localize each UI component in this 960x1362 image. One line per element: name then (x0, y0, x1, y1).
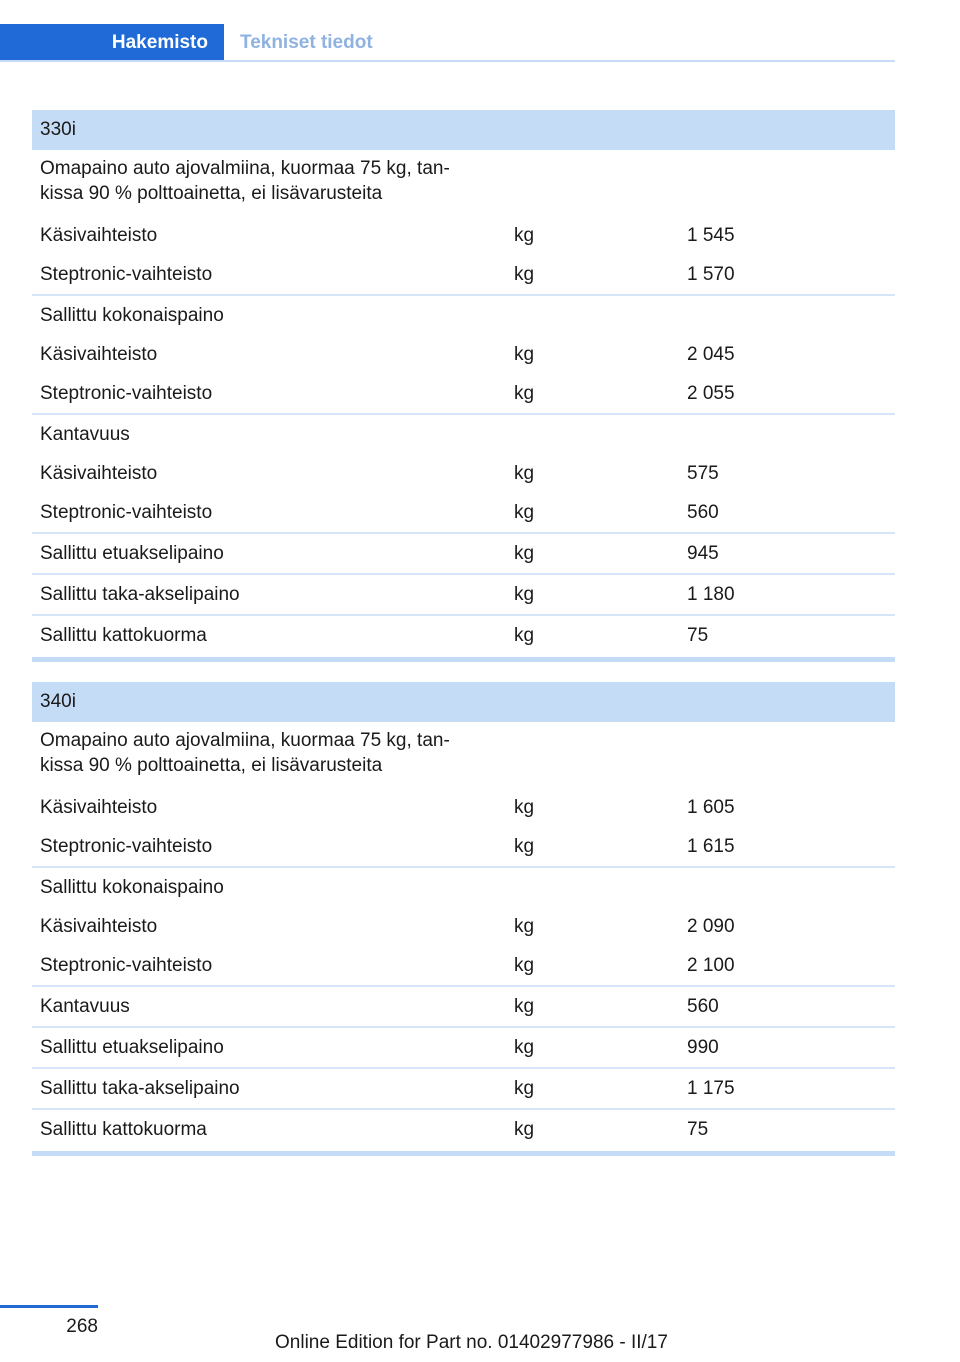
row-label: Omapaino auto ajovalmiina, kuormaa 75 kg, tan-kissa 90 % polttoainetta, ei lisävarusteita (40, 158, 450, 204)
row-label: Sallittu kattokuorma (40, 1118, 207, 1140)
row-unit: kg (514, 835, 535, 857)
table-row (32, 722, 895, 788)
row-label: Steptronic-vaihteisto (40, 382, 213, 404)
row-value: 1 615 (687, 835, 735, 857)
row-value: 1 605 (687, 796, 735, 818)
row-label: Sallittu kokonaispaino (40, 876, 224, 898)
table-row (32, 987, 895, 1028)
row-value: 1 180 (687, 583, 735, 605)
table-row (32, 907, 895, 946)
table-row (32, 868, 895, 907)
row-value: 75 (687, 1118, 709, 1140)
row-unit: kg (514, 462, 535, 484)
table-row (32, 335, 895, 374)
row-value: 75 (687, 624, 709, 646)
row-label: Käsivaihteisto (40, 224, 158, 246)
row-unit: kg (514, 995, 535, 1017)
tab-hakemisto[interactable]: Hakemisto (0, 24, 224, 62)
row-label: Kantavuus (40, 995, 130, 1017)
row-unit: kg (514, 624, 535, 646)
row-unit: kg (514, 343, 535, 365)
table-row (32, 454, 895, 493)
row-value: 2 100 (687, 954, 735, 976)
spec-table-340i (32, 682, 895, 1156)
table-row (32, 1028, 895, 1069)
table-row (32, 575, 895, 616)
table-row (32, 788, 895, 827)
table-row (32, 534, 895, 575)
top-navigation (0, 24, 895, 62)
table-end-bar (32, 1151, 895, 1156)
row-label: Sallittu kattokuorma (40, 624, 207, 646)
table-row (32, 493, 895, 534)
row-value: 560 (687, 995, 719, 1017)
row-value: 575 (687, 462, 719, 484)
row-label: Sallittu etuakselipaino (40, 1036, 224, 1058)
spec-table-330i (32, 110, 895, 662)
table-row (32, 1069, 895, 1110)
row-value: 560 (687, 501, 719, 523)
page-number-rule (0, 1305, 98, 1308)
row-value: 945 (687, 542, 719, 564)
table-row (32, 827, 895, 868)
row-unit: kg (514, 954, 535, 976)
table-header: 340i (32, 682, 895, 722)
row-unit: kg (514, 915, 535, 937)
row-value: 2 055 (687, 382, 735, 404)
table-row (32, 216, 895, 255)
row-label: Sallittu taka-akselipaino (40, 583, 240, 605)
row-label: Käsivaihteisto (40, 343, 158, 365)
page-number: 268 (66, 1316, 98, 1337)
row-label: Steptronic-vaihteisto (40, 501, 213, 523)
row-label: Sallittu taka-akselipaino (40, 1077, 240, 1099)
row-label: Kantavuus (40, 423, 130, 445)
nav-underline (0, 60, 895, 62)
row-value: 1 545 (687, 224, 735, 246)
row-unit: kg (514, 263, 535, 285)
row-label: Sallittu kokonaispaino (40, 304, 224, 326)
row-value: 990 (687, 1036, 719, 1058)
table-header: 330i (32, 110, 895, 150)
table-row (32, 1110, 895, 1149)
row-unit: kg (514, 583, 535, 605)
row-label: Steptronic-vaihteisto (40, 263, 213, 285)
table-row (32, 296, 895, 335)
table-end-bar (32, 657, 895, 662)
table-row (32, 415, 895, 454)
row-value: 1 175 (687, 1077, 735, 1099)
row-label: Steptronic-vaihteisto (40, 835, 213, 857)
row-value: 2 090 (687, 915, 735, 937)
row-value: 1 570 (687, 263, 735, 285)
row-unit: kg (514, 382, 535, 404)
row-unit: kg (514, 796, 535, 818)
row-label: Käsivaihteisto (40, 915, 158, 937)
row-unit: kg (514, 1036, 535, 1058)
row-unit: kg (514, 224, 535, 246)
table-row (32, 150, 895, 216)
table-row (32, 946, 895, 987)
row-label: Käsivaihteisto (40, 462, 158, 484)
row-label: Steptronic-vaihteisto (40, 954, 213, 976)
table-row (32, 255, 895, 296)
row-label: Sallittu etuakselipaino (40, 542, 224, 564)
row-unit: kg (514, 542, 535, 564)
edition-footer: Online Edition for Part no. 01402977986 - II/17 (275, 1332, 668, 1353)
table-row (32, 616, 895, 655)
row-unit: kg (514, 1077, 535, 1099)
tab-tekniset-tiedot[interactable]: Tekniset tiedot (240, 32, 373, 53)
row-label: Omapaino auto ajovalmiina, kuormaa 75 kg, tan-kissa 90 % polttoainetta, ei lisävarusteita (40, 730, 450, 776)
table-row (32, 374, 895, 415)
row-unit: kg (514, 501, 535, 523)
row-label: Käsivaihteisto (40, 796, 158, 818)
row-unit: kg (514, 1118, 535, 1140)
row-value: 2 045 (687, 343, 735, 365)
